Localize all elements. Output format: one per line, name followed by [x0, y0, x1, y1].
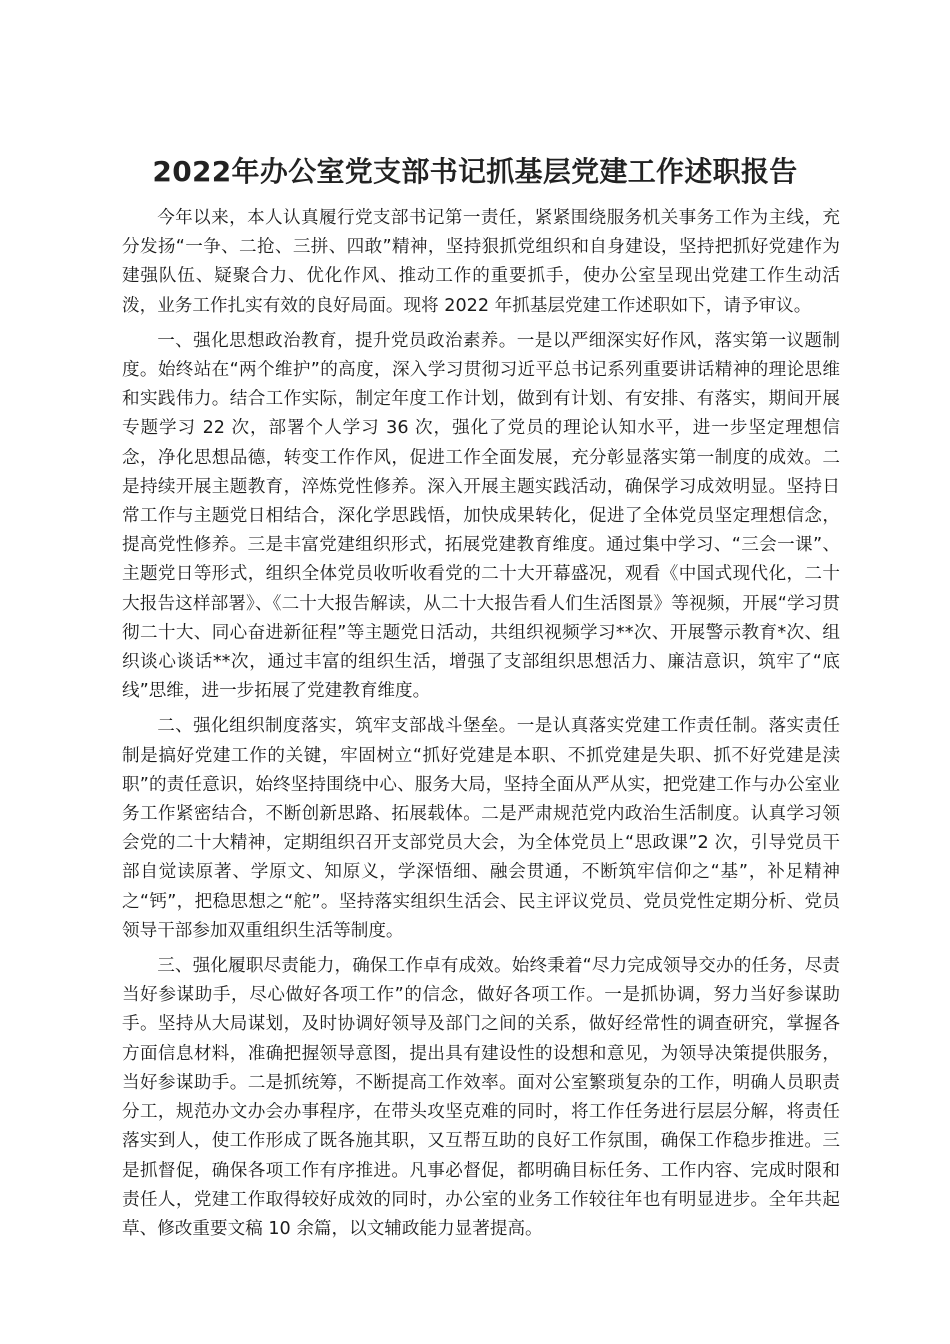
intro-paragraph: 今年以来，本人认真履行党支部书记第一责任，紧紧围绕服务机关事务工作为主线，充分发扬“一争、二抢、三拼、四敢”精神，坚持狠抓党组织和自身建设，坚持把抓好党建作为建强队伍、疑聚合力、优化作风、推动工作的重要抓手，使办公室呈现出党建工作生动活泼，业务工作扎实有效的良好局面。现将 2022 年抓基层党建工作述职如下，请予审议。	[122, 208, 840, 316]
document-body	[122, 204, 840, 1250]
section-three-paragraph: 三、强化履职尽责能力，确保工作卓有成效。始终秉着“尽力完成领导交办的任务，尽责当好参谋助手，尽心做好各项工作”的信念，做好各项工作。一是抓协调，努力当好参谋助手。坚持从大局谋划，及时协调好领导及部门之间的关系，做好经常性的调查研究，掌握各方面信息材料，准确把握领导意图，提出具有建设性的设想和意见，为领导决策提供服务，当好参谋助手。二是抓统筹，不断提高工作效率。面对公室繁琐复杂的工作，明确人员职责分工，规范办文办会办事程序，在带头攻坚克难的同时，将工作任务进行层层分解，将责任落实到人，使工作形成了既各施其职，又互帮互助的良好工作氛围，确保工作稳步推进。三是抓督促，确保各项工作有序推进。凡事必督促，都明确目标任务、工作内容、完成时限和责任人，党建工作取得较好成效的同时，办公室的业务工作较往年也有明显进步。全年共起草、修改重要文稿 10 余篇，以文辅政能力显著提高。	[122, 956, 840, 1239]
document-title: 2022年办公室党支部书记抓基层党建工作述职报告	[152, 155, 798, 188]
section-two-paragraph: 二、强化组织制度落实，筑牢支部战斗堡垒。一是认真落实党建工作责任制。落实责任制是搞好党建工作的关键，牢固树立“抓好党建是本职、不抓党建是失职、抓不好党建是渎职”的责任意识，始终坚持围绕中心、服务大局，坚持全面从严从实，把党建工作与办公室业务工作紧密结合，不断创新思路、拓展载体。二是严肃规范党内政治生活制度。认真学习领会党的二十大精神，定期组织召开支部党员大会，为全体党员上“思政课”2 次，引导党员干部自觉读原著、学原文、知原义，学深悟细、融会贯通，不断筑牢信仰之“基”，补足精神之“钙”，把稳思想之“舵”。坚持落实组织生活会、民主评议党员、党员党性定期分析、党员领导干部参加双重组织生活等制度。	[122, 716, 840, 941]
section-one-paragraph: 一、强化思想政治教育，提升党员政治素养。一是以严细深实好作风，落实第一议题制度。始终站在“两个维护”的高度，深入学习贯彻习近平总书记系列重要讲话精神的理论思维和实践伟力。结合工作实际，制定年度工作计划，做到有计划、有安排、有落实，期间开展专题学习 22 次，部署个人学习 36 次，强化了党员的理论认知水平，进一步坚定理想信念，净化思想品德，转变工作作风，促进工作全面发展，充分彰显落实第一制度的成效。二是持续开展主题教育，淬炼党性修养。深入开展主题实践活动，确保学习成效明显。坚持日常工作与主题党日相结合，深化学思践悟，加快成果转化，促进了全体党员坚定理想信念，提高党性修养。三是丰富党建组织形式，拓展党建教育维度。通过集中学习、“三会一课”、主题党日等形式，组织全体党员收听收看党的二十大开幕盛况，观看《中国式现代化，二十大报告这样部署》、《二十大报告解读，从二十大报告看人们生活图景》等视频，开展“学习贯彻二十大、同心奋进新征程”等主题党日活动，共组织视频学习**次、开展警示教育*次、组织谈心谈话**次，通过丰富的组织生活，增强了支部组织思想活力、廉洁意识，筑牢了“底线”思维，进一步拓展了党建教育维度。	[122, 330, 840, 702]
